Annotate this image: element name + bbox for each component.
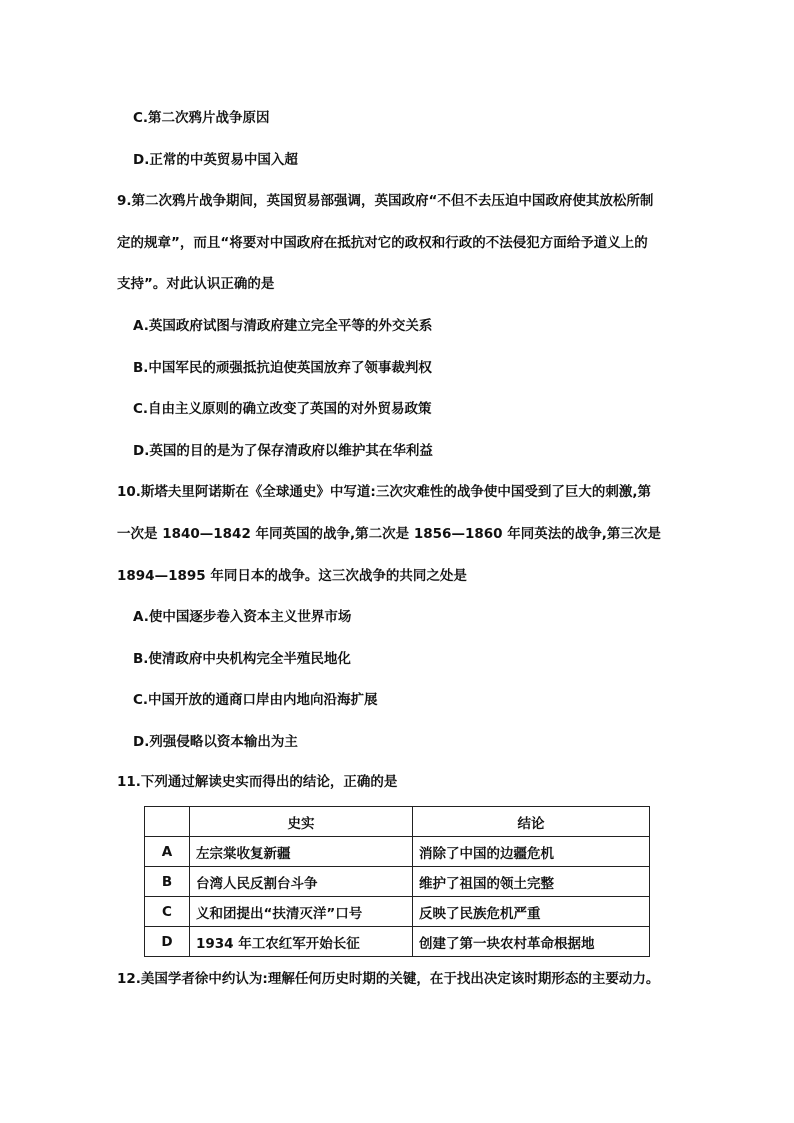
- q8-option-d: D.正常的中英贸易中国入超: [133, 152, 298, 168]
- row-key: C: [145, 897, 190, 927]
- q10-stem-line-3: 1894—1895 年同日本的战争。这三次战争的共同之处是: [117, 568, 467, 584]
- row-conclusion: 创建了第一块农村革命根据地: [413, 927, 650, 957]
- q9-stem-line-2: 定的规章”，而且“将要对中国政府在抵抗对它的政权和行政的不法侵犯方面给予道义上的: [117, 235, 648, 251]
- row-key: A: [145, 837, 190, 867]
- q12-stem: 12.美国学者徐中约认为:理解任何历史时期的关键，在于找出决定该时期形态的主要动力。: [117, 971, 660, 987]
- row-fact: 台湾人民反割台斗争: [190, 867, 413, 897]
- q10-option-c: C.中国开放的通商口岸由内地向沿海扩展: [133, 692, 378, 708]
- row-key: D: [145, 927, 190, 957]
- q9-option-b: B.中国军民的顽强抵抗迫使英国放弃了领事裁判权: [133, 360, 432, 376]
- q8-option-c: C.第二次鸦片战争原因: [133, 110, 270, 126]
- q10-stem-line-2: 一次是 1840—1842 年同英国的战争,第二次是 1856—1860 年同英法的战争,第三次是: [117, 526, 661, 542]
- table-row: [145, 927, 650, 957]
- row-conclusion: 反映了民族危机严重: [413, 897, 650, 927]
- row-fact: 义和团提出“扶清灭洋”口号: [190, 897, 413, 927]
- table-header-fact: 史实: [190, 807, 413, 837]
- q9-option-d: D.英国的目的是为了保存清政府以维护其在华利益: [133, 443, 433, 459]
- table-row: [145, 837, 650, 867]
- row-conclusion: 消除了中国的边疆危机: [413, 837, 650, 867]
- q9-option-a: A.英国政府试图与清政府建立完全平等的外交关系: [133, 318, 433, 334]
- q10-stem-line-1: 10.斯塔夫里阿诺斯在《全球通史》中写道:三次灾难性的战争使中国受到了巨大的刺激,第: [117, 484, 651, 500]
- q11-table: [144, 806, 650, 957]
- q10-option-d: D.列强侵略以资本输出为主: [133, 734, 298, 750]
- q9-stem-line-3: 支持”。对此认识正确的是: [117, 276, 275, 292]
- table-header-key: [145, 807, 190, 837]
- row-conclusion: 维护了祖国的领土完整: [413, 867, 650, 897]
- q10-option-a: A.使中国逐步卷入资本主义世界市场: [133, 609, 352, 625]
- q9-stem-line-1: 9.第二次鸦片战争期间，英国贸易部强调，英国政府“不但不去压迫中国政府使其放松所制: [117, 193, 654, 209]
- table-header-conclusion: 结论: [413, 807, 650, 837]
- table-row: [145, 897, 650, 927]
- row-key: B: [145, 867, 190, 897]
- q11-stem: 11.下列通过解读史实而得出的结论，正确的是: [117, 774, 398, 790]
- q10-option-b: B.使清政府中央机构完全半殖民地化: [133, 651, 351, 667]
- table-row: [145, 867, 650, 897]
- q9-option-c: C.自由主义原则的确立改变了英国的对外贸易政策: [133, 401, 432, 417]
- row-fact: 1934 年工农红军开始长征: [190, 927, 413, 957]
- table-header-row: [145, 807, 650, 837]
- row-fact: 左宗棠收复新疆: [190, 837, 413, 867]
